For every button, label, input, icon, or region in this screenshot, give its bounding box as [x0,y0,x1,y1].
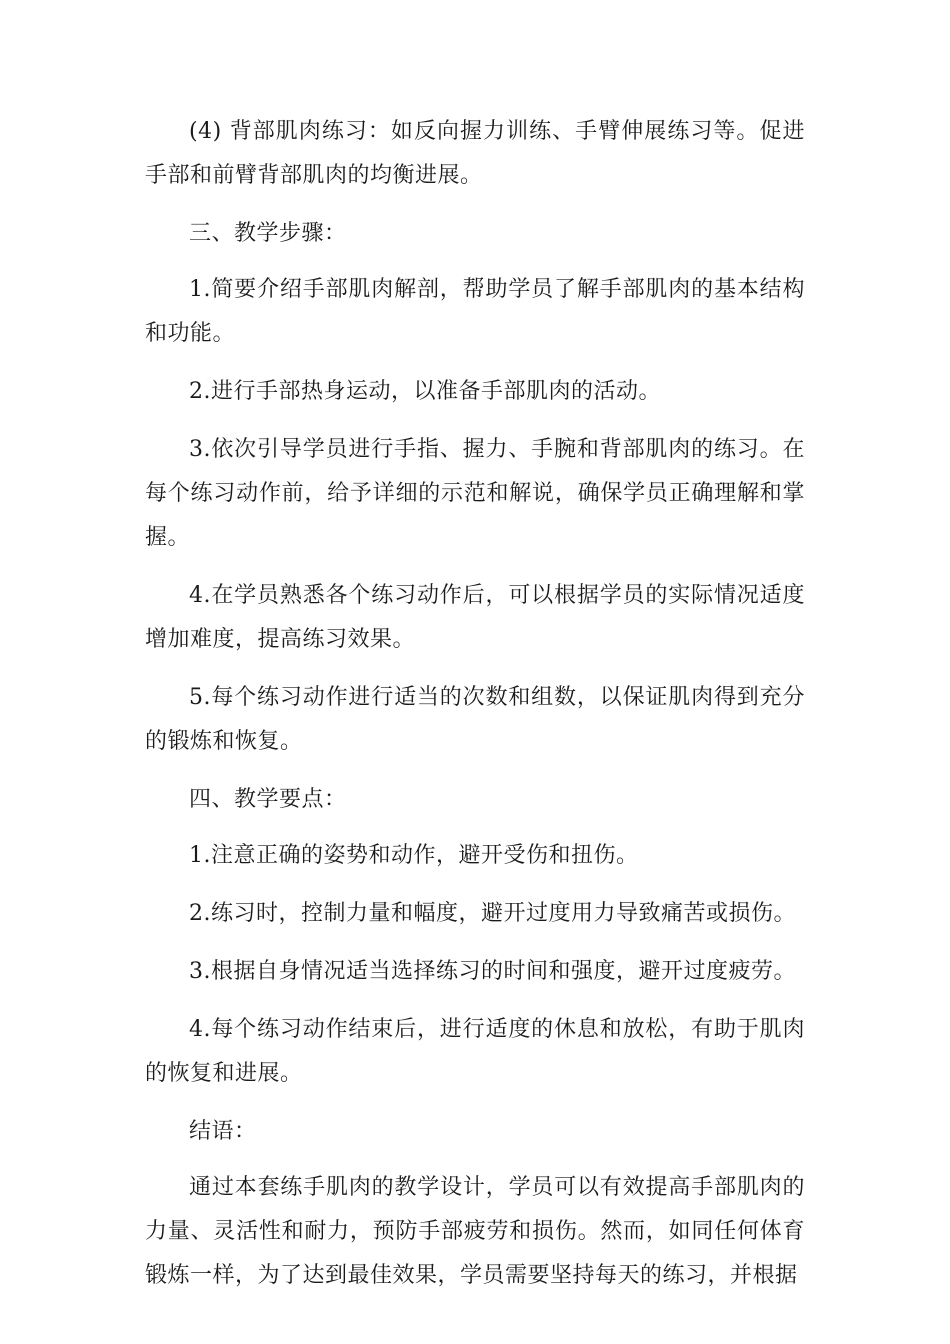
section-heading-teaching-steps: 三、教学步骤： [189,221,347,246]
paragraph-back-muscle-exercise: (4) 背部肌肉练习：如反向握力训练、手臂伸展练习等。促进手部和前臂背部肌肉的均衡进展。 [145,119,805,188]
conclusion-paragraph: 通过本套练手肌肉的教学设计，学员可以有效提高手部肌肉的力量、灵活性和耐力，预防手部疲劳和损伤。然而，如同任何体育锻炼一样，为了达到最佳效果，学员需要坚持每天的练习，并根据 [145,1175,805,1288]
document-body [145,110,805,1312]
point-1-paragraph: 1.注意正确的姿势和动作，避开受伤和扭伤。 [189,843,639,868]
point-4-paragraph: 4.每个练习动作结束后，进行适度的休息和放松，有助于肌肉的恢复和进展。 [145,1017,805,1086]
step-5-paragraph: 5.每个练习动作进行适当的次数和组数，以保证肌肉得到充分的锻炼和恢复。 [145,685,805,754]
step-2-paragraph: 2.进行手部热身运动，以准备手部肌肉的活动。 [189,379,661,404]
point-2-paragraph: 2.练习时，控制力量和幅度，避开过度用力导致痛苦或损伤。 [189,901,796,926]
section-heading-conclusion: 结语： [189,1119,257,1144]
step-4-paragraph: 4.在学员熟悉各个练习动作后，可以根据学员的实际情况适度增加难度，提高练习效果。 [145,583,805,652]
point-3-paragraph: 3.根据自身情况适当选择练习的时间和强度，避开过度疲劳。 [189,959,796,984]
section-heading-teaching-points: 四、教学要点： [189,787,347,812]
step-1-paragraph: 1.简要介绍手部肌肉解剖，帮助学员了解手部肌肉的基本结构和功能。 [145,277,805,346]
step-3-paragraph: 3.依次引导学员进行手指、握力、手腕和背部肌肉的练习。在每个练习动作前，给予详细的示范和解说，确保学员正确理解和掌握。 [145,437,805,550]
